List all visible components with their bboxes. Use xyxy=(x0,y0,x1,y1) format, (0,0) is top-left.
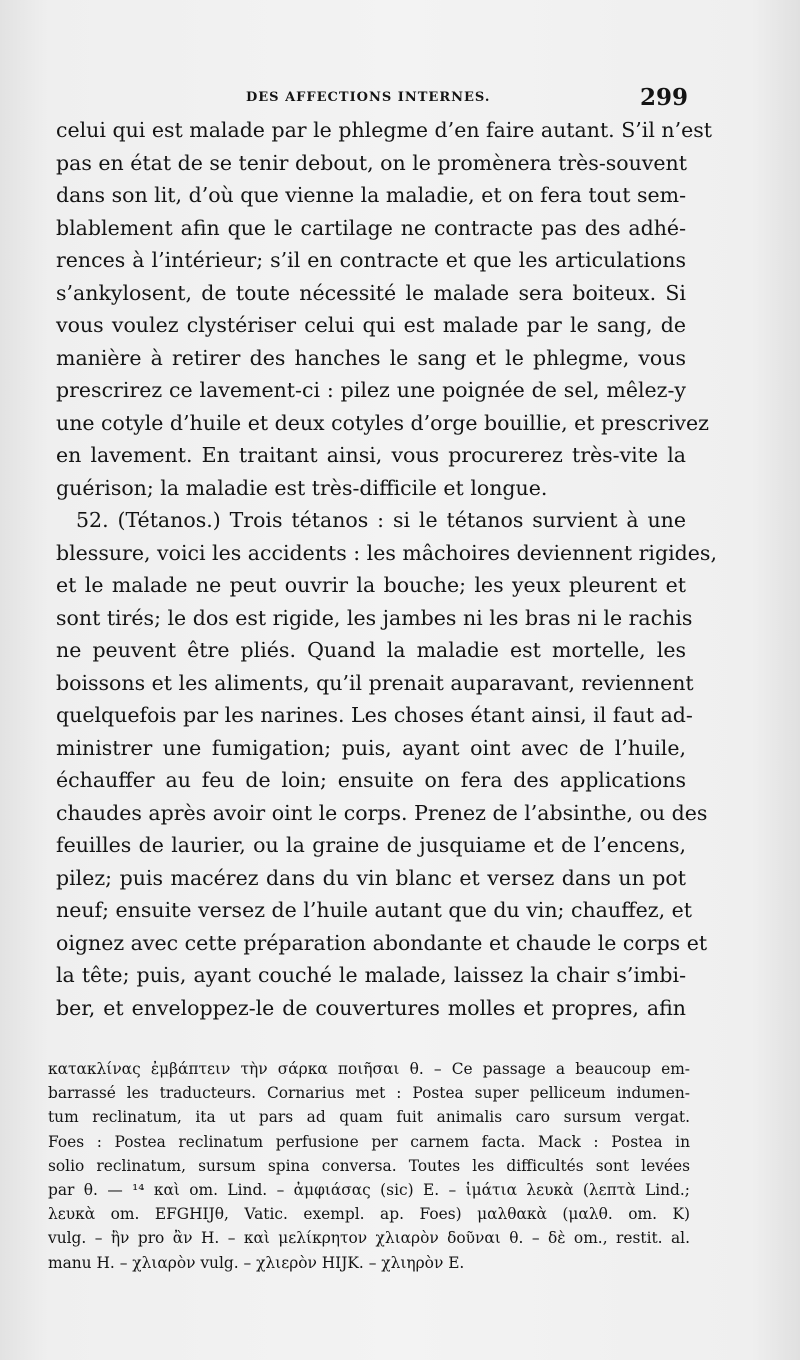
text-line: blablement afin que le cartilage ne contracte pas des adhé- xyxy=(56,215,686,240)
footnote-line: par θ. — ¹⁴ καὶ om. Lind. – ἀμφιάσας (sic) E. – ἱμάτια λευκὰ (λεπτὰ Lind.; xyxy=(48,1180,690,1199)
footnote-line: manu H. – χλιαρὸν vulg. – χλιερὸν HIJK. – χλιηρὸν E. xyxy=(48,1253,465,1272)
footnote-line: tum reclinatum, ita ut pars ad quam fuit animalis caro sursum vergat. xyxy=(48,1108,690,1127)
text-line: pas en état de se tenir debout, on le promènera très-souvent xyxy=(56,150,687,175)
text-line: blessure, voici les accidents : les mâchoires deviennent rigides, xyxy=(56,540,717,565)
text-line: ne peuvent être pliés. Quand la maladie est mortelle, les xyxy=(56,638,686,662)
footnote-line: λευκὰ om. EFGHIJθ, Vatic. exempl. ap. Foes) μαλθακὰ (μαλθ. om. K) xyxy=(48,1205,690,1224)
text-line: boissons et les aliments, qu’il prenait auparavant, reviennent xyxy=(56,670,694,695)
text-line: oignez avec cette préparation abondante et chaude le corps et xyxy=(56,930,708,955)
running-title: DES AFFECTIONS INTERNES. xyxy=(246,90,491,105)
text-line: s’ankylosent, de toute nécessité le malade sera boiteux. Si xyxy=(56,280,686,305)
running-head xyxy=(58,86,688,112)
text-line: une cotyle d’huile et deux cotyles d’orge bouillie, et prescrivez xyxy=(56,410,709,435)
footnotes xyxy=(48,1057,690,1275)
text-line: échauffer au feu de loin; ensuite on fera des applications xyxy=(56,768,686,792)
footnote-line: barrassé les traducteurs. Cornarius met : Postea super pelliceum indumen- xyxy=(48,1084,690,1103)
text-line: la tête; puis, ayant couché le malade, laissez la chair s’imbi- xyxy=(56,963,686,987)
page-number: 299 xyxy=(639,84,688,111)
text-line: quelquefois par les narines. Les choses étant ainsi, il faut ad- xyxy=(56,703,693,727)
paragraph-end-line: guérison; la maladie est très-difficile et longue. xyxy=(56,475,548,500)
text-line: ministrer une fumigation; puis, ayant oint avec de l’huile, xyxy=(56,735,686,760)
text-line: en lavement. En traitant ainsi, vous procurerez très-vite la xyxy=(56,443,686,467)
text-line: ber, et enveloppez-le de couvertures molles et propres, afin xyxy=(56,995,686,1020)
text-line: rences à l’intérieur; s’il en contracte et que les articulations xyxy=(56,248,686,272)
text-line: manière à retirer des hanches le sang et le phlegme, vous xyxy=(56,345,686,370)
footnote-line: solio reclinatum, sursum spina conversa. Toutes les difficultés sont levées xyxy=(48,1156,690,1175)
main-text xyxy=(56,114,717,1024)
text-line: vous voulez clystériser celui qui est malade par le sang, de xyxy=(56,313,686,337)
text-line: sont tirés; le dos est rigide, les jambes ni les bras ni le rachis xyxy=(56,605,693,630)
text-line: chaudes après avoir oint le corps. Prenez de l’absinthe, ou des xyxy=(56,800,708,825)
text-line: feuilles de laurier, ou la graine de jusquiame et de l’encens, xyxy=(56,833,686,857)
text-line: prescrirez ce lavement-ci : pilez une poignée de sel, mêlez-y xyxy=(56,378,686,402)
text-line: pilez; puis macérez dans du vin blanc et versez dans un pot xyxy=(56,865,686,890)
text-line: neuf; ensuite versez de l’huile autant que du vin; chauffez, et xyxy=(56,898,692,922)
text-line: dans son lit, d’où que vienne la maladie, et on fera tout sem- xyxy=(56,183,686,207)
text-line: celui qui est malade par le phlegme d’en faire autant. S’il n’est xyxy=(56,118,713,142)
text-line: et le malade ne peut ouvrir la bouche; les yeux pleurent et xyxy=(56,573,686,597)
footnote-line: κατακλίνας ἐμβάπτειν τὴν σάρκα ποιῆσαι θ. – Ce passage a beaucoup em- xyxy=(48,1060,690,1078)
section-52-start: 52. (Tétanos.) Trois tétanos : si le tétanos survient à une xyxy=(76,508,686,532)
footnote-line: Foes : Postea reclinatum perfusione per carnem facta. Mack : Postea in xyxy=(48,1132,690,1151)
footnote-line: vulg. – ἢν pro ἂν H. – καὶ μελίκρητον χλιαρὸν δοῦναι θ. – δὲ om., restit. al. xyxy=(48,1229,690,1248)
